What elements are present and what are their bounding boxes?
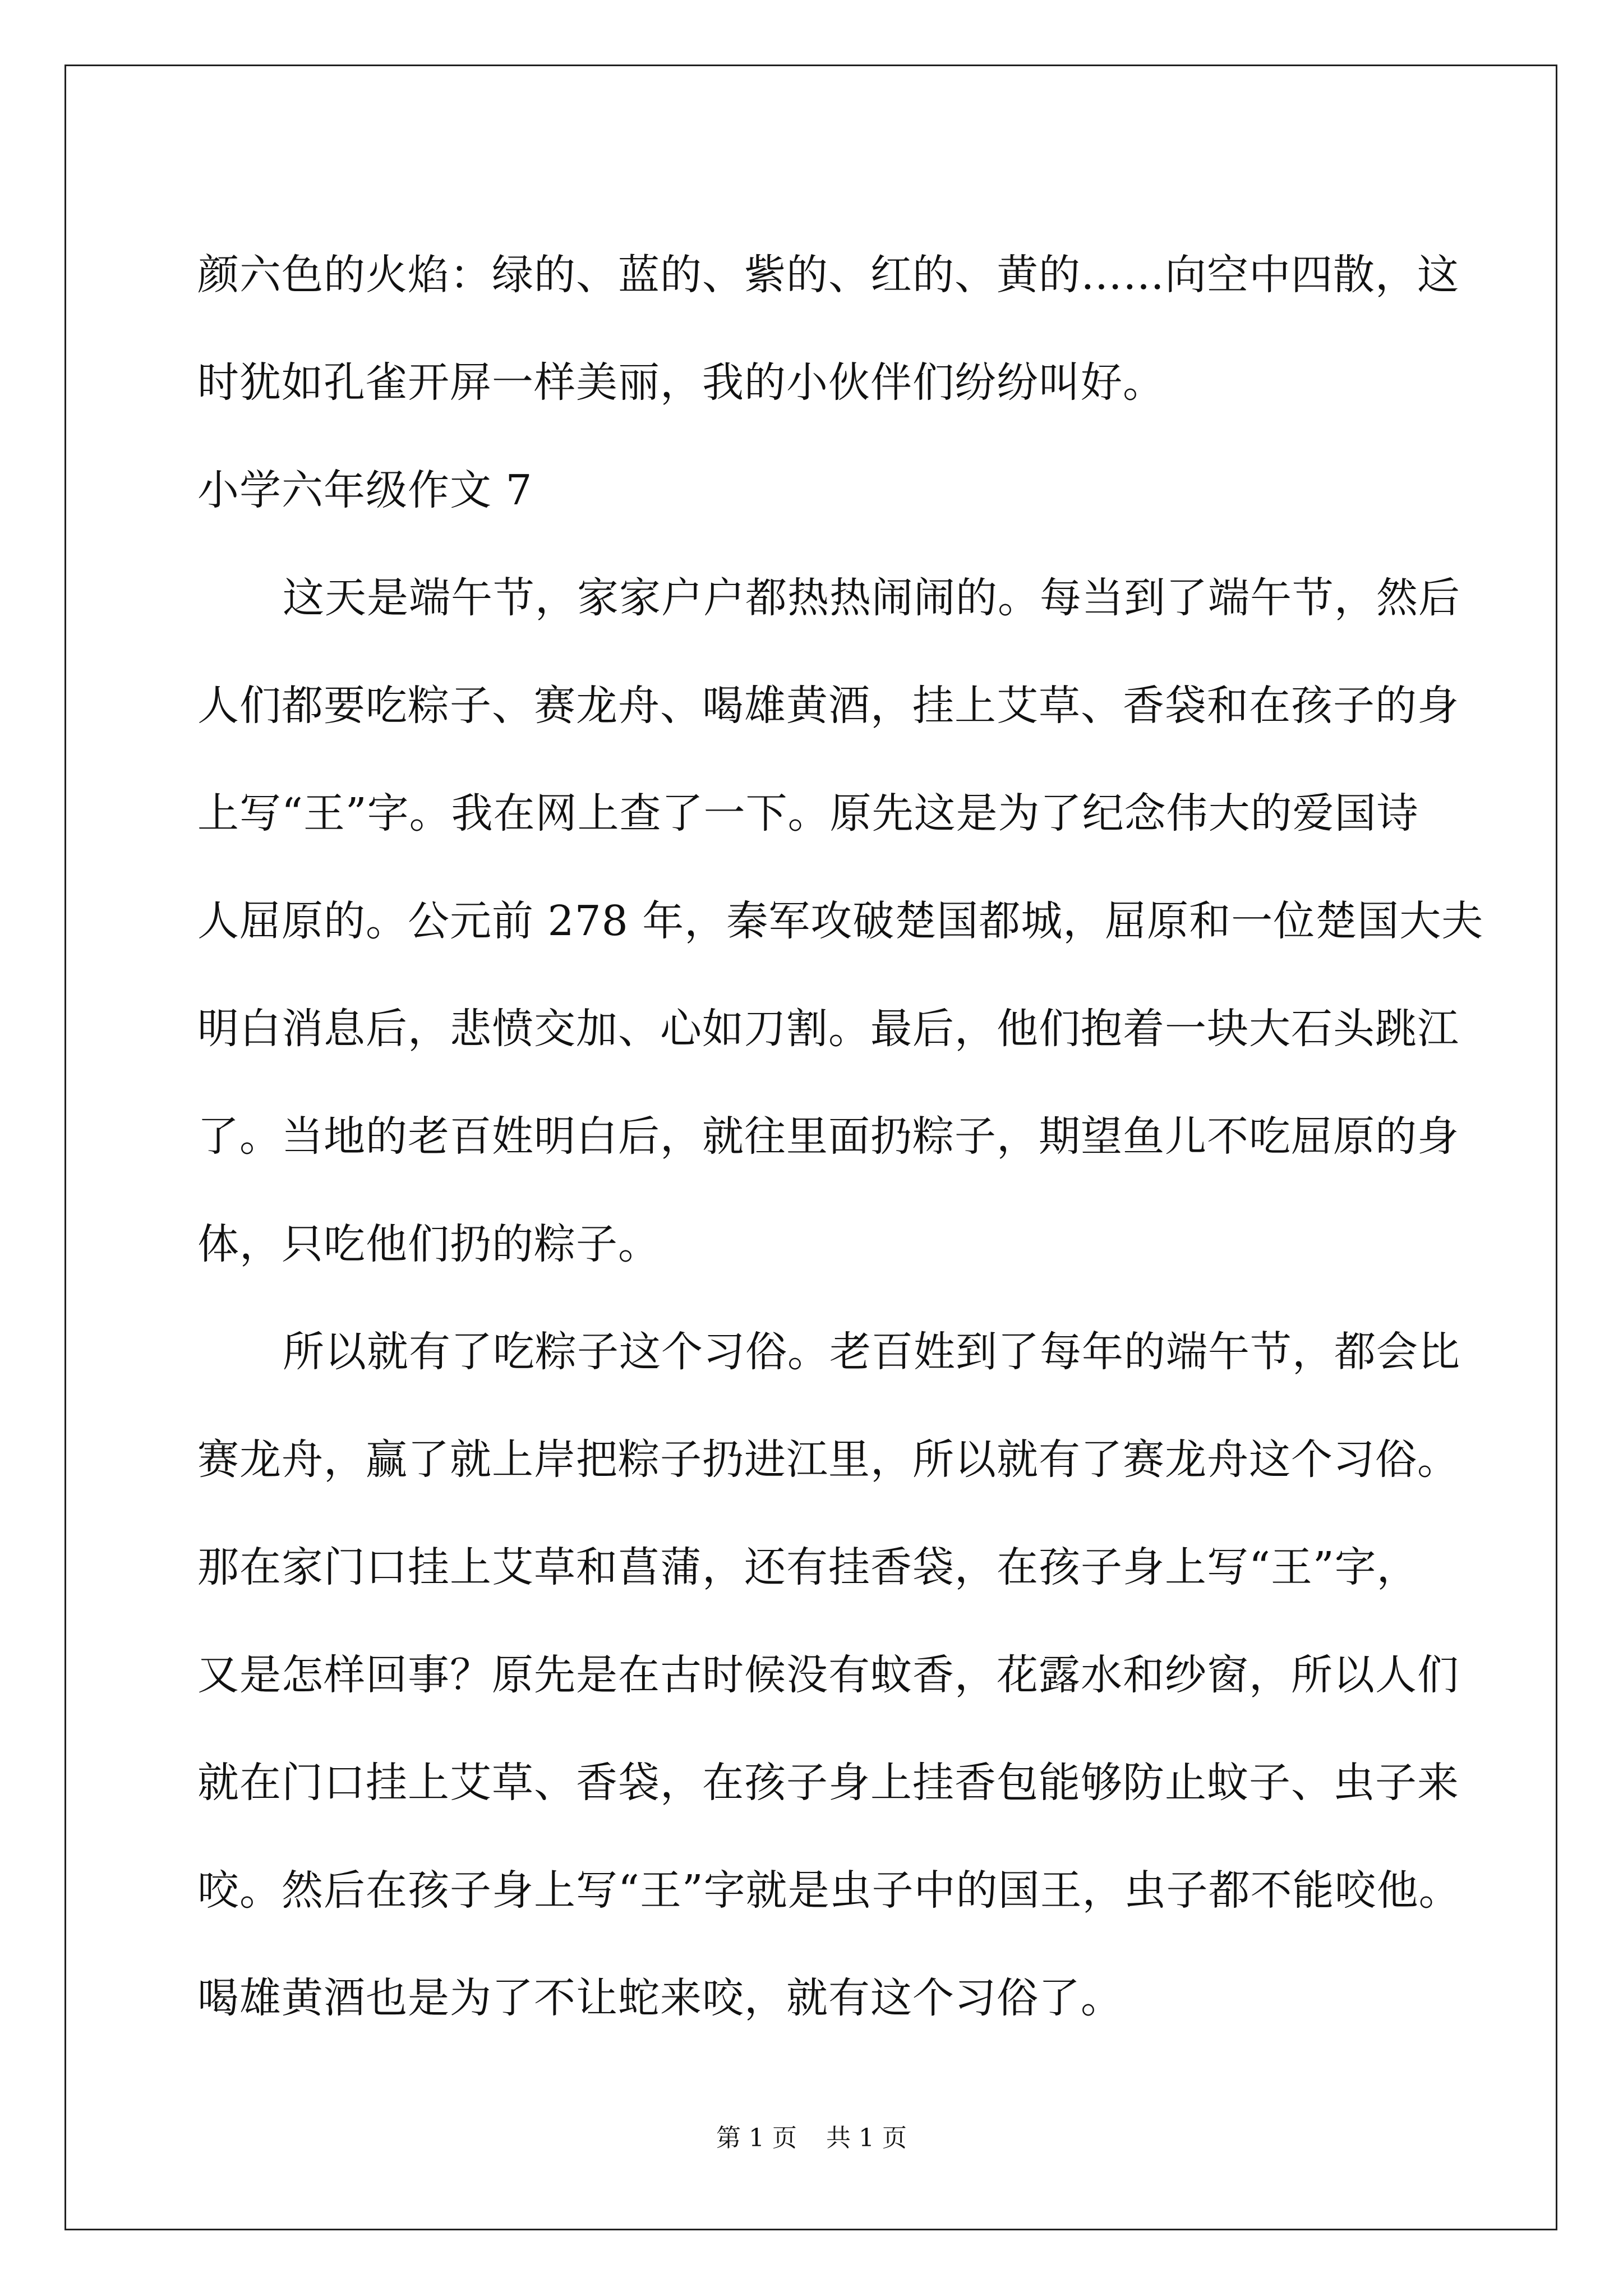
text-line: 这天是端午节，家家户户都热热闹闹的。每当到了端午节，然后 [283,574,1460,622]
text-line: 所以就有了吃粽子这个习俗。老百姓到了每年的端午节，都会比 [283,1328,1460,1376]
text-line: 赛龙舟，赢了就上岸把粽子扔进江里，所以就有了赛龙舟这个习俗。 [197,1435,1459,1484]
text-line: 又是怎样回事？原先是在古时候没有蚊香，花露水和纱窗，所以人们 [197,1651,1459,1699]
text-line: 上写“王”字。我在网上查了一下。原先这是为了纪念伟大的爱国诗 [197,789,1419,838]
text-line: 就在门口挂上艾草、香袋，在孩子身上挂香包能够防止蚊子、虫子来 [197,1759,1459,1807]
text-line: 喝雄黄酒也是为了不让蛇来咬，就有这个习俗了。 [197,1974,1123,2022]
page-number: 第 1 页 [716,2124,797,2152]
page-footer [0,2122,1623,2155]
text-line: 人屈原的。公元前 278 年，秦军攻破楚国都城，屈原和一位楚国大夫 [197,897,1484,945]
text-line: 那在家门口挂上艾草和菖蒲，还有挂香袋，在孩子身上写“王”字， [197,1543,1419,1591]
text-line: 体，只吃他们扔的粽子。 [197,1220,660,1268]
text-line: 咬。然后在孩子身上写“王”字就是虫子中的国王，虫子都不能咬他。 [197,1866,1461,1915]
text-line: 了。当地的老百姓明白后，就往里面扔粽子，期望鱼儿不吃屈原的身 [197,1112,1459,1161]
text-line: 颜六色的火焰：绿的、蓝的、紫的、红的、黄的……向空中四散，这 [197,251,1459,299]
section-title: 小学六年级作文 7 [197,466,533,514]
text-line: 时犹如孔雀开屏一样美丽，我的小伙伴们纷纷叫好。 [197,358,1165,407]
text-line: 人们都要吃粽子、赛龙舟、喝雄黄酒，挂上艾草、香袋和在孩子的身 [197,682,1459,730]
text-line: 明白消息后，悲愤交加、心如刀割。最后，他们抱着一块大石头跳江 [197,1005,1459,1053]
page-total: 共 1 页 [826,2124,907,2152]
document-body [197,221,1484,2052]
